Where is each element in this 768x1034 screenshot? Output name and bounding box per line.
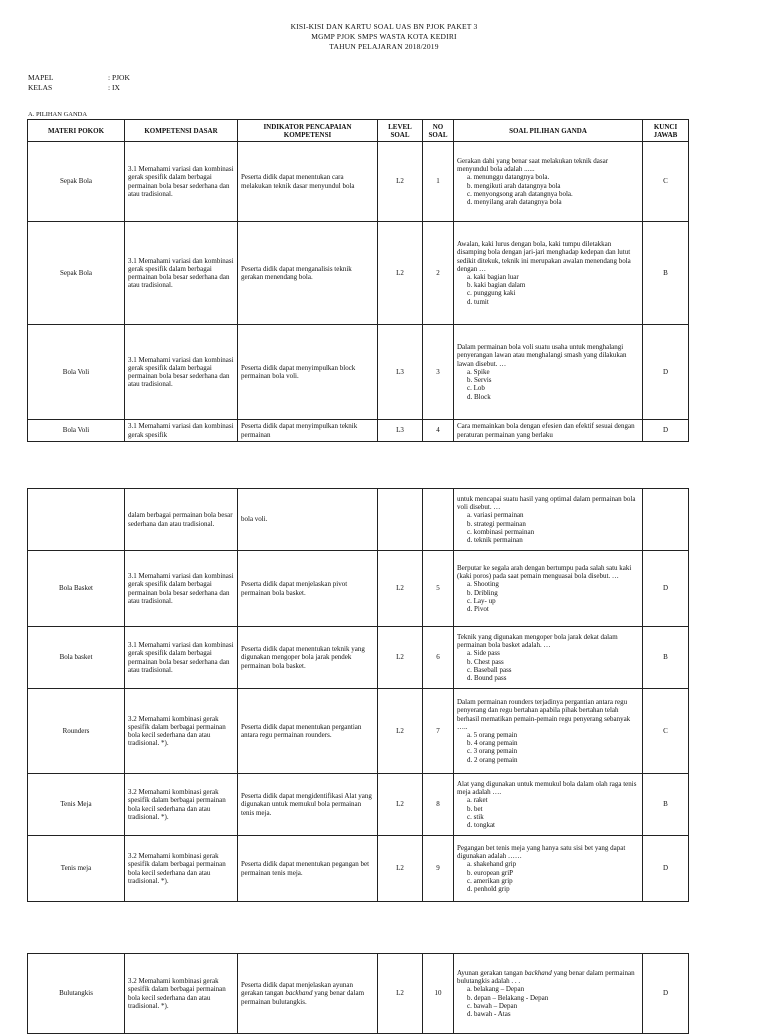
no-cell: 9 <box>423 836 454 902</box>
kisi-table-1 <box>27 119 689 442</box>
col-soal: SOAL PILIHAN GANDA <box>454 120 643 142</box>
option: a. shakehand grip <box>467 860 517 869</box>
kd-cell: 3.2 Memahami kombinasi gerak spesifik dalam berbagai permainan bola kecil sederhana dan atau tradisional. *). <box>125 774 238 836</box>
table-row <box>28 954 689 1034</box>
kisi-table-2 <box>27 488 689 902</box>
level-cell: L2 <box>378 689 423 774</box>
kelas-value: : IX <box>108 83 120 92</box>
option: d. tongkat <box>467 820 495 829</box>
kd-cell: 3.2 Memahami kombinasi gerak spesifik dalam berbagai permainan bola kecil sederhana dan atau tradisional. *). <box>125 689 238 774</box>
option: a. Side pass <box>467 649 500 658</box>
title-line-2: MGMP PJOK SMPS WASTA KOTA KEDIRI <box>311 32 457 41</box>
kd-cell: 3.1 Memahami variasi dan kombinasi gerak spesifik <box>125 420 238 442</box>
no-cell: 7 <box>423 689 454 774</box>
soal-stem: Awalan, kaki lurus dengan bola, kaki tumpu diletakkan disamping bola dengan jari-jari menghadap kedepan dan lutut sedikit ditekuk, teknik ini merupakan awalan menendang bola dengan … <box>457 240 631 273</box>
option: a. belakang – Depan <box>467 985 525 994</box>
table-row <box>28 325 689 420</box>
stem-em: backhand <box>524 968 552 977</box>
page-3 <box>0 945 768 1024</box>
table-row <box>28 774 689 836</box>
kelas-label: KELAS <box>28 83 53 92</box>
option: c. kombinasi permainan <box>467 527 535 536</box>
soal-cell <box>454 222 643 325</box>
materi-cell: Bola Voli <box>28 325 125 420</box>
indikator-cell: bola voli. <box>238 489 378 551</box>
materi-cell: Bola Basket <box>28 551 125 627</box>
option: c. amerikan grip <box>467 876 513 885</box>
indikator-cell: Peserta didik dapat menentukan pergantian antara regu permainan rounders. <box>238 689 378 774</box>
stem-text: Ayunan gerakan tangan <box>457 968 525 977</box>
option: d. Pivot <box>467 604 489 613</box>
level-cell: L2 <box>378 222 423 325</box>
materi-cell: Rounders <box>28 689 125 774</box>
soal-stem: Dalam permainan rounders terjadinya pergantian antara regu penyerang dan regu bertahan apabila pihak bertahan telah berhasil mematikan pemain-pemain regu penyerang sebanyak ….. <box>457 698 631 731</box>
no-cell: 8 <box>423 774 454 836</box>
level-cell: L3 <box>378 325 423 420</box>
kunci-cell <box>643 489 689 551</box>
option: b. kaki bagian dalam <box>467 281 526 290</box>
soal-stem: Pegangan bet tenis meja yang hanya satu sisi bet yang dapat digunakan adalah …… <box>457 843 626 861</box>
option: b. Dribling <box>467 588 498 597</box>
indikator-cell: Peserta didik dapat menyimpulkan teknik permainan <box>238 420 378 442</box>
option: d. Block <box>467 392 491 401</box>
option: d. penhold grip <box>467 884 510 893</box>
kd-cell: 3.2 Memahami kombinasi gerak spesifik dalam berbagai permainan bola kecil sederhana dan atau tradisional. *). <box>125 954 238 1034</box>
kunci-cell: C <box>643 142 689 222</box>
indikator-em: backhand <box>285 989 313 998</box>
kunci-cell: D <box>643 420 689 442</box>
indikator-text: Peserta didik dapat menjelaskan ayunan gerakan tangan <box>241 981 353 998</box>
table-row <box>28 551 689 627</box>
kunci-cell: B <box>643 222 689 325</box>
option: a. kaki bagian luar <box>467 273 519 281</box>
indikator-cell: Peserta didik dapat menentukan pegangan bet permainan tenis meja. <box>238 836 378 902</box>
table-row <box>28 489 689 551</box>
option: b. mengikuti arah datangnya bola <box>467 181 561 190</box>
soal-stem: Dalam permainan bola voli suatu usaha untuk menghalangi penyerangan lawan atau menghalangi smash yang dilakukan lawan disebut. … <box>457 343 627 368</box>
option: d. menyilang arah datangnya bola <box>467 197 562 206</box>
soal-cell <box>454 420 643 442</box>
indikator-cell: Peserta didik dapat menganalisis teknik gerakan menendang bola. <box>238 222 378 325</box>
level-cell: L2 <box>378 551 423 627</box>
col-kompetensi: KOMPETENSI DASAR <box>125 120 238 142</box>
indikator-cell: Peserta didik dapat mengidentifikasi Alat yang digunakan untuk memukul bola permainan tenis meja. <box>238 774 378 836</box>
col-level: LEVEL SOAL <box>378 120 423 142</box>
option: c. 3 orang pemain <box>467 747 518 756</box>
option: a. Spike <box>467 367 490 376</box>
level-cell: L2 <box>378 954 423 1034</box>
option: b. strategi permainan <box>467 519 526 528</box>
kd-cell: 3.1 Memahami variasi dan kombinasi gerak spesifik dalam berbagai permainan bola besar sederhana dan atau tradisional. <box>125 142 238 222</box>
title-line-3: TAHUN PELAJARAN 2018/2019 <box>329 42 439 51</box>
col-no: NO SOAL <box>423 120 454 142</box>
kunci-cell: D <box>643 325 689 420</box>
section-title: A. PILIHAN GANDA <box>28 111 88 118</box>
option: c. Lay- up <box>467 596 496 605</box>
soal-stem: Berputar ke segala arah dengan bertumpu pada salah satu kaki (kaki poros) pada saat pemain menguasai bola disebut. … <box>457 563 632 581</box>
option: c. punggung kaki <box>467 289 516 298</box>
kunci-cell: D <box>643 836 689 902</box>
mapel-label: MAPEL <box>28 73 54 82</box>
kunci-cell: D <box>643 551 689 627</box>
indikator-cell: Peserta didik dapat menentukan teknik yang digunakan mengoper bola jarak pendek permainan bola basket. <box>238 627 378 689</box>
meta-block <box>28 73 130 93</box>
indikator-cell: Peserta didik dapat menentukan cara melakukan teknik dasar menyundul bola <box>238 142 378 222</box>
soal-cell <box>454 325 643 420</box>
no-cell: 6 <box>423 627 454 689</box>
col-indikator: INDIKATOR PENCAPAIAN KOMPETENSI <box>238 120 378 142</box>
option: b. depan – Belakang - Depan <box>467 993 549 1002</box>
kunci-cell: C <box>643 689 689 774</box>
level-cell: L2 <box>378 142 423 222</box>
soal-stem: Gerakan dahi yang benar saat melakukan teknik dasar menyundul bola adalah ...... <box>457 156 609 174</box>
kd-cell: 3.1 Memahami variasi dan kombinasi gerak spesifik dalam berbagai permainan bola besar sederhana dan atau tradisional. <box>125 627 238 689</box>
soal-cell <box>454 954 643 1034</box>
option: b. Chest pass <box>467 657 504 666</box>
option: a. raket <box>467 796 488 805</box>
no-cell: 10 <box>423 954 454 1034</box>
kisi-table-3 <box>27 953 689 1034</box>
kd-cell: dalam berbagai permainan bola besar sederhana dan atau tradisional. <box>125 489 238 551</box>
table-header-row <box>28 120 689 142</box>
option: b. european griP <box>467 868 514 877</box>
materi-cell: Bola basket <box>28 627 125 689</box>
option: c. bawah – Depan <box>467 1001 518 1010</box>
kunci-cell: D <box>643 954 689 1034</box>
no-cell: 4 <box>423 420 454 442</box>
no-cell: 2 <box>423 222 454 325</box>
materi-cell <box>28 489 125 551</box>
option: b. 4 orang pemain <box>467 739 518 748</box>
option: b. bet <box>467 804 483 813</box>
no-cell: 5 <box>423 551 454 627</box>
mapel-value: : PJOK <box>108 73 130 82</box>
title-line-1: KISI-KISI DAN KARTU SOAL UAS BN PJOK PAKET 3 <box>290 22 478 31</box>
materi-cell: Sepak Bola <box>28 222 125 325</box>
option: d. tumit <box>467 297 489 306</box>
kd-cell: 3.2 Memahami kombinasi gerak spesifik dalam berbagai permainan bola kecil sederhana dan atau tradisional. *). <box>125 836 238 902</box>
indikator-cell <box>238 954 378 1034</box>
indikator-text-end: yang benar dalam permainan bulutangkis. <box>241 989 365 1006</box>
soal-stem: Teknik yang digunakan mengoper bola jarak dekat dalam permainan bola basket adalah. … <box>457 632 618 650</box>
option: a. 5 orang pemain <box>467 731 518 739</box>
soal-cell <box>454 142 643 222</box>
option: d. Bound pass <box>467 673 507 682</box>
option: c. stik <box>467 812 484 821</box>
materi-cell: Sepak Bola <box>28 142 125 222</box>
doc-title <box>0 22 768 52</box>
soal-cell <box>454 774 643 836</box>
table-row <box>28 222 689 325</box>
option: c. menyongsong arah datangnya bola. <box>467 189 573 198</box>
soal-stem: Cara memainkan bola dengan efesien dan efektif sesuai dengan peraturan permainan yang berlaku <box>457 422 635 439</box>
table-row <box>28 627 689 689</box>
option: c. Lob <box>467 384 485 393</box>
level-cell: L3 <box>378 420 423 442</box>
option: c. Baseball pass <box>467 665 512 674</box>
no-cell: 3 <box>423 325 454 420</box>
kunci-cell: B <box>643 774 689 836</box>
soal-cell <box>454 489 643 551</box>
kunci-cell: B <box>643 627 689 689</box>
page-1 <box>0 0 768 450</box>
indikator-cell: Peserta didik dapat menjelaskan pivot permainan bola basket. <box>238 551 378 627</box>
option: a. Shooting <box>467 580 499 589</box>
kd-cell: 3.1 Memahami variasi dan kombinasi gerak spesifik dalam berbagai permainan bola besar sederhana dan atau tradisional. <box>125 551 238 627</box>
table-row <box>28 420 689 442</box>
level-cell: L2 <box>378 836 423 902</box>
level-cell: L2 <box>378 774 423 836</box>
stem-text-end: yang benar dalam permainan bulutangkis adalah . . . <box>457 968 635 986</box>
page-2 <box>0 480 768 920</box>
table-row <box>28 836 689 902</box>
option: d. bawah - Atas <box>467 1009 511 1018</box>
option: a. menunggu datangnya bola. <box>467 173 550 182</box>
soal-cell <box>454 689 643 774</box>
soal-stem: Alat yang digunakan untuk memukul bola dalam olah raga tenis meja adalah …. <box>457 779 637 797</box>
table-row <box>28 689 689 774</box>
soal-cell <box>454 836 643 902</box>
materi-cell: Tenis Meja <box>28 774 125 836</box>
level-cell <box>378 489 423 551</box>
soal-cell <box>454 551 643 627</box>
option: b. Servis <box>467 376 492 385</box>
col-materi: MATERI POKOK <box>28 120 125 142</box>
kd-cell: 3.1 Memahami variasi dan kombinasi gerak spesifik dalam berbagai permainan bola besar sederhana dan atau tradisional. <box>125 325 238 420</box>
col-kunci: KUNCI JAWAB <box>643 120 689 142</box>
materi-cell: Bola Voli <box>28 420 125 442</box>
level-cell: L2 <box>378 627 423 689</box>
option: d. 2 orang pemain <box>467 755 518 764</box>
table-row <box>28 142 689 222</box>
soal-cell <box>454 627 643 689</box>
materi-cell: Tenis meja <box>28 836 125 902</box>
no-cell: 1 <box>423 142 454 222</box>
option: a. variasi permainan <box>467 511 524 520</box>
materi-cell: Bulutangkis <box>28 954 125 1034</box>
kd-cell: 3.1 Memahami variasi dan kombinasi gerak spesifik dalam berbagai permainan bola besar sederhana dan atau tradisional. <box>125 222 238 325</box>
option: d. teknik permainan <box>467 535 523 544</box>
no-cell <box>423 489 454 551</box>
soal-stem: untuk mencapai suatu hasil yang optimal dalam permainan bola voli disebut. … <box>457 494 636 512</box>
indikator-cell: Peserta didik dapat menyimpulkan block permainan bola voli. <box>238 325 378 420</box>
